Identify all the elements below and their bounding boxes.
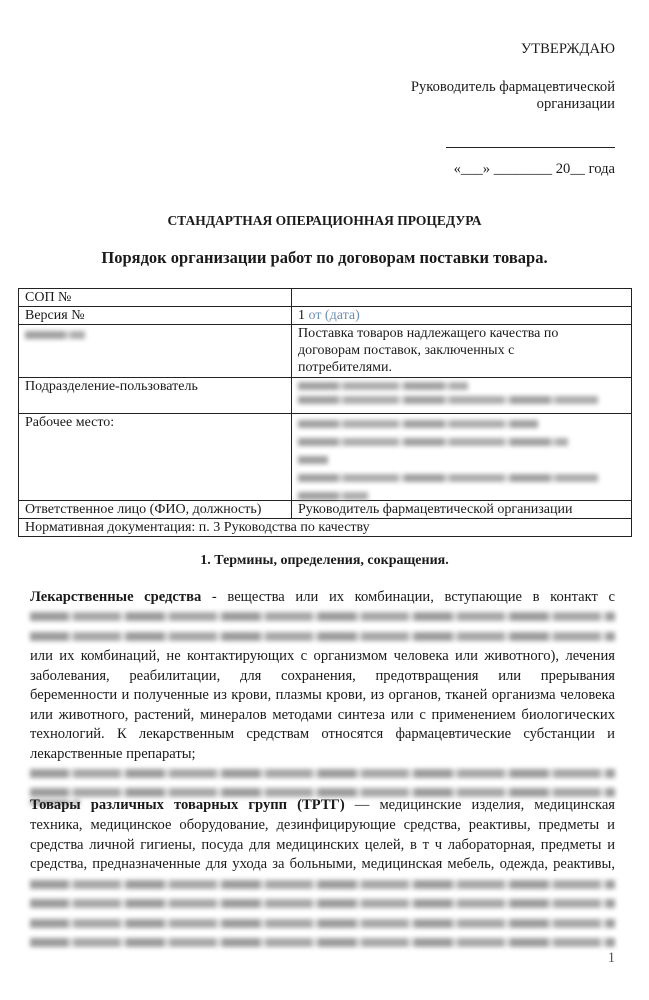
paragraph-line: техника, медицинское оборудование, дезинфицирующие средства, реактивы, предметы и [30, 817, 615, 833]
sop-value [292, 289, 632, 307]
redacted-line [30, 919, 615, 928]
division-value-redacted [292, 378, 632, 414]
responsible-value: Руководитель фармацевтической организации [292, 501, 632, 519]
responsible-label: Ответственное лицо (ФИО, должность) [19, 501, 292, 519]
section-heading: 1. Термины, определения, сокращения. [200, 553, 449, 568]
sop-info-table [18, 288, 632, 537]
paragraph-line: или животного, растений, минералов методами синтеза или с применением биологических [30, 707, 615, 723]
doc-type: СТАНДАРТНАЯ ОПЕРАЦИОННАЯ ПРОЦЕДУРА [167, 213, 482, 228]
redacted-line [30, 880, 615, 889]
paragraph-line: средства, предназначенные для ухода за больными, медицинская мебель, одежда, реактивы, [30, 856, 615, 872]
normative-docs: Нормативная документация: п. 3 Руководства по качеству [19, 519, 632, 537]
subject-value: Поставка товаров надлежащего качества по договорам поставок, заключенных с потребителями. [292, 325, 632, 378]
paragraph-line: лекарственные препараты; [30, 746, 196, 762]
workplace-value-redacted [292, 414, 632, 501]
redacted-line [30, 632, 615, 641]
version-value: 1 от (дата) [292, 307, 632, 325]
paragraph-line: заболевания, реабилитации, для сохранения, предотвращения или прерывания [30, 668, 615, 684]
redacted-line [30, 938, 615, 947]
term-medicines: Лекарственные средства - вещества или их комбинации, вступающие в контакт с [30, 589, 616, 605]
paragraph-line: технологий. К лекарственным средствам относятся фармацевтические субстанции и [30, 726, 615, 742]
redacted-line [30, 899, 615, 908]
doc-title: Порядок организации работ по договорам поставки товара. [101, 248, 548, 267]
approval-date: «___» ________ 20__ года [453, 161, 615, 177]
redacted-line [30, 769, 615, 778]
division-label: Подразделение-пользователь [19, 378, 292, 414]
version-label: Версия № [19, 307, 292, 325]
term-goods-groups: Товары различных товарных групп (ТРТГ) — медицинские изделия, медицинская [30, 797, 616, 813]
sop-label: СОП № [19, 289, 292, 307]
redacted-line [30, 612, 615, 621]
signature-line [446, 147, 615, 148]
subject-label-redacted [19, 325, 292, 378]
paragraph-line: или их комбинаций, не контактирующих с организмом человека или животного), лечения [30, 648, 615, 664]
paragraph-line: беременности и полученные из крови, плазмы крови, из органов, тканей организма человека [30, 687, 615, 703]
approval-position: Руководитель фармацевтической [410, 79, 615, 95]
approval-position-2: организации [536, 96, 615, 112]
approval-title: УТВЕРЖДАЮ [520, 41, 615, 57]
page-number: 1 [607, 950, 615, 966]
paragraph-line: средства личной гигиены, посуда для медицинских целей, в т ч лабораторная, предметы и [30, 837, 615, 853]
workplace-label: Рабочее место: [19, 414, 292, 501]
